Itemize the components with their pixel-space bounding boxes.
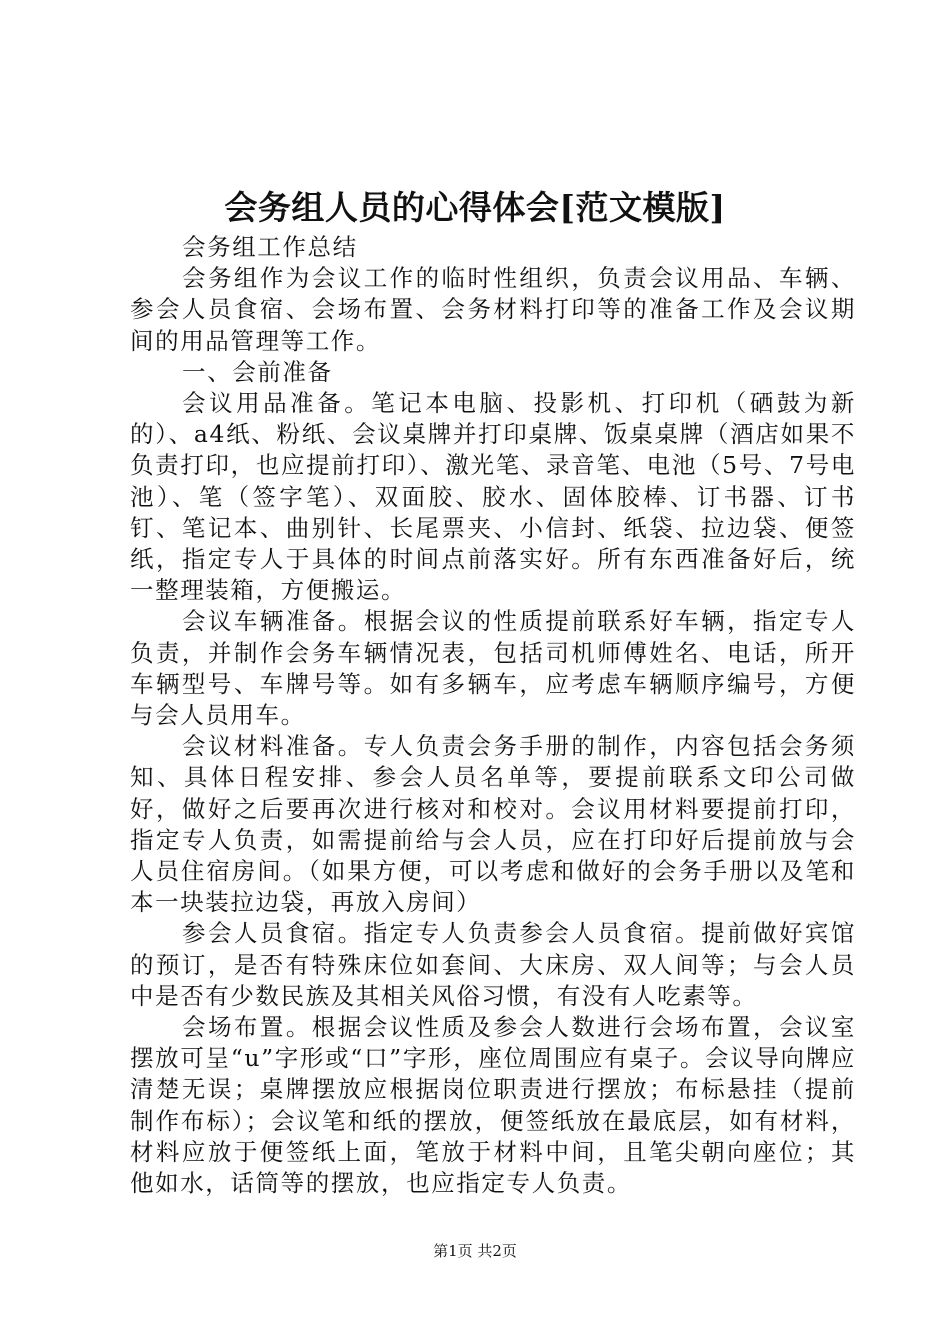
paragraph-intro: 会务组作为会议工作的临时性组织，负责会议用品、车辆、参会人员食宿、会场布置、会务材料打印等的准备工作及会议期间的用品管理等工作。 bbox=[130, 264, 856, 355]
paragraph-materials: 会议材料准备。专人负责会务手册的制作，内容包括会务须知、具体日程安排、参会人员名单等，要提前联系文印公司做好，做好之后要再次进行核对和校对。会议用材料要提前打印，指定专人负责，如需提前给与会人员，应在打印好后提前放与会人员住宿房间。（如果方便，可以考虑和做好的会务手册以及笔和本一块装拉边袋，再放入房间） bbox=[130, 732, 856, 917]
paragraph-lodging: 参会人员食宿。指定专人负责参会人员食宿。提前做好宾馆的预订，是否有特殊床位如套间、大床房、双人间等；与会人员中是否有少数民族及其相关风俗习惯，有没有人吃素等。 bbox=[130, 919, 856, 1010]
document-body bbox=[130, 232, 856, 1199]
paragraph-venue: 会场布置。根据会议性质及参会人数进行会场布置，会议室摆放可呈“u”字形或“口”字形，座位周围应有桌子。会议导向牌应清楚无误；桌牌摆放应根据岗位职责进行摆放；布标悬挂（提前制作布标）；会议笔和纸的摆放，便签纸放在最底层，如有材料，材料应放于便签纸上面，笔放于材料中间，且笔尖朝向座位；其他如水，话筒等的摆放，也应指定专人负责。 bbox=[130, 1013, 856, 1198]
paragraph-supplies: 会议用品准备。笔记本电脑、投影机、打印机（硒鼓为新的）、a4纸、粉纸、会议桌牌并打印桌牌、饭桌桌牌（酒店如果不负责打印，也应提前打印）、激光笔、录音笔、电池（5号、7号电池）、笔（签字笔）、双面胶、胶水、固体胶棒、订书器、订书钉、笔记本、曲别针、长尾票夹、小信封、纸袋、拉边袋、便签纸，指定专人于具体的时间点前落实好。所有东西准备好后，统一整理装箱，方便搬运。 bbox=[130, 389, 856, 605]
paragraph-heading-pre-meeting: 一、会前准备 bbox=[182, 357, 333, 386]
paragraph-section-heading: 会务组工作总结 bbox=[182, 233, 358, 261]
page-footer: 第1页 共2页 bbox=[433, 1242, 517, 1260]
document-title: 会务组人员的心得体会[范文模版] bbox=[224, 188, 726, 227]
paragraph-vehicles: 会议车辆准备。根据会议的性质提前联系好车辆，指定专人负责，并制作会务车辆情况表，包括司机师傅姓名、电话，所开车辆型号、车牌号等。如有多辆车，应考虑车辆顺序编号，方便与会人员用车。 bbox=[130, 607, 856, 730]
